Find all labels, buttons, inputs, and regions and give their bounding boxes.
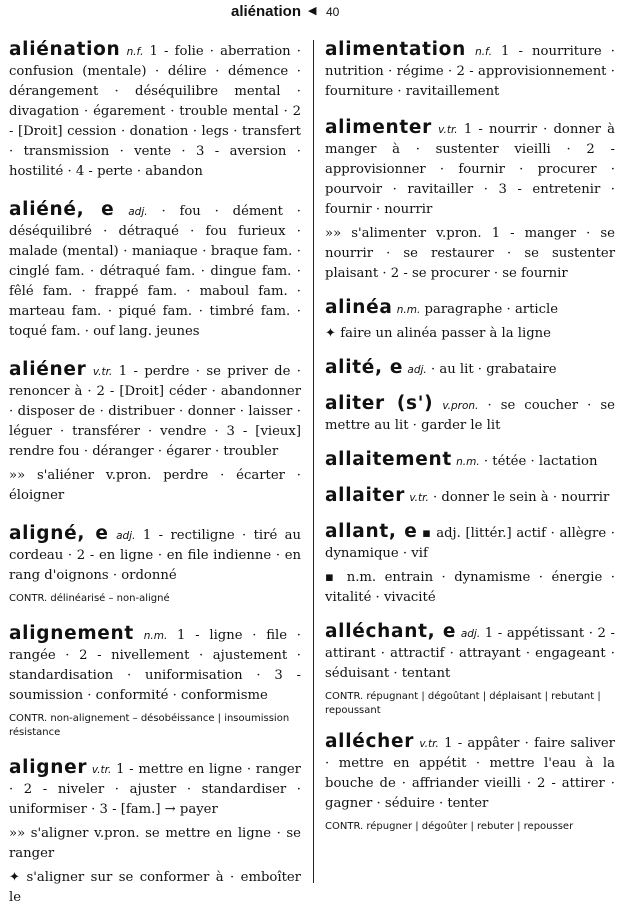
entry-subsense: »» s'aligner v.pron. se mettre en ligne · se ranger: [9, 826, 301, 861]
page-number: 40: [326, 5, 340, 19]
right-column: [325, 40, 615, 834]
dictionary-entry: [325, 298, 615, 344]
entry-definition: · donner le sein à · nourrir: [433, 490, 610, 505]
entry-headword: aliter (s'): [325, 393, 434, 414]
entry-definition: · fou · dément · déséquilibré · détraqué · fou furieux · malade (mental) · maniaque · braque fam. · cinglé fam. · détraqué fam. · dingue fam. · fêlé fam. · frappé fam. · maboul fam. · marteau fam. · piqué fam. · timbré fam. · toqué fam. · ouf lang. jeunes: [9, 204, 301, 339]
dictionary-entry: [9, 758, 301, 908]
grammar-label: adj.: [116, 530, 136, 542]
grammar-label: adj.: [407, 364, 427, 376]
entry-definition-line: [325, 450, 615, 472]
entry-headword: allaitement: [325, 449, 452, 470]
antonyms-note: CONTR. répugner | dégoûter | rebuter | repousser: [325, 821, 574, 832]
grammar-label: adj.: [128, 206, 148, 218]
entry-definition-line: [9, 624, 301, 706]
entry-subsense: ▪ n.m. entrain · dynamisme · énergie · vitalité · vivacité: [325, 570, 615, 605]
entry-headword: alinéa: [325, 297, 393, 318]
dictionary-entry: [325, 732, 615, 834]
entry-definition-line: [325, 732, 615, 814]
entry-definition-line: [325, 358, 615, 380]
grammar-label: n.m.: [396, 304, 421, 316]
entry-subsense: ✦ faire un alinéa passer à la ligne: [325, 326, 551, 341]
entry-definition: · au lit · grabataire: [430, 362, 557, 377]
entry-headword: aligner: [9, 757, 88, 778]
dictionary-entry: [325, 486, 615, 508]
entry-headword: alimenter: [325, 117, 432, 138]
antonyms-note: CONTR. non-alignement – désobéissance | insoumission résistance: [9, 713, 290, 738]
entry-definition-line: [325, 298, 615, 320]
entry-definition: · tétée · lactation: [483, 454, 598, 469]
grammar-label: v.tr.: [92, 366, 113, 378]
grammar-label: v.pron.: [442, 400, 479, 412]
grammar-label: n.f.: [126, 46, 144, 58]
entry-headword: allécher: [325, 731, 415, 752]
entry-definition: 1 - rectiligne · tiré au cordeau · 2 - en ligne · en file indienne · en rang d'oignons · ordonné: [9, 528, 301, 583]
entry-headword: allant, e: [325, 521, 418, 542]
entry-definition: 1 - ligne · file · rangée · 2 - nivellement · ajustement · standardisation · uniformisation · 3 - soumission · conformité · conformisme: [9, 628, 301, 703]
grammar-label: v.tr.: [419, 738, 439, 750]
column-divider: [313, 40, 314, 883]
entry-definition-line: [325, 486, 615, 508]
entry-definition: 1 - perdre · se priver de · renoncer à · 2 - [Droit] céder · abandonner · disposer de · distribuer · donner · laisser · léguer · transférer · vendre · 3 - [vieux] rendre fou · déranger · égarer · troubler: [9, 364, 301, 459]
entry-headword: alléchant, e: [325, 621, 457, 642]
dictionary-entry: [9, 40, 301, 182]
entry-definition-line: [325, 622, 615, 684]
entry-definition-line: [325, 40, 615, 102]
entry-headword: allaiter: [325, 485, 406, 506]
entry-headword: aliéner: [9, 359, 87, 380]
dictionary-entry: [325, 394, 615, 436]
entry-definition: paragraphe · article: [424, 302, 559, 317]
dictionary-entry: [9, 360, 301, 506]
entry-definition: 1 - nourrir · donner à manger à · sustenter vieilli · 2 - approvisionner · fournir · procurer · pourvoir · ravitailler · 3 - entretenir · fournir · nourrir: [325, 122, 615, 217]
grammar-label: n.f.: [475, 46, 492, 58]
entry-definition-line: [9, 40, 301, 182]
entry-definition-line: [9, 360, 301, 462]
entry-definition: · se coucher · se mettre au lit · garder le lit: [325, 398, 615, 433]
entry-definition: 1 - folie · aberration · confusion (mentale) · délire · démence · dérangement · déséquilibre mental · divagation · égarement · trouble mental · 2 - [Droit] cession · donation · legs · transfert · transmission · vente · 3 - aversion · hostilité · 4 - perte · abandon: [9, 44, 301, 179]
antonyms-note: CONTR. délinéarisé – non-aligné: [9, 593, 170, 604]
entry-definition-line: [325, 522, 615, 564]
entry-headword: alité, e: [325, 357, 404, 378]
entry-definition: 1 - nourriture · nutrition · régime · 2 - approvisionnement · fourniture · ravitaillement: [325, 44, 615, 99]
dictionary-entry: [325, 522, 615, 608]
entry-headword: aliéné, e: [9, 199, 115, 220]
dictionary-entry: [9, 524, 301, 606]
entry-definition: ▪ adj. [littér.] actif · allègre · dynamique · vif: [325, 526, 616, 561]
grammar-label: v.tr.: [438, 124, 458, 136]
entry-definition-line: [325, 394, 615, 436]
running-header: [0, 3, 627, 23]
dictionary-entry: [325, 622, 615, 718]
grammar-label: v.tr.: [91, 764, 112, 776]
entry-definition: 1 - appétissant · 2 - attirant · attractif · attrayant · engageant · séduisant · tentant: [325, 626, 615, 681]
entry-subsense: »» s'alimenter v.pron. 1 - manger · se nourrir · se restaurer · se sustenter plaisant · 2 - se procurer · se fournir: [325, 226, 615, 281]
entry-definition-line: [9, 200, 301, 342]
antonyms-note: CONTR. répugnant | dégoûtant | déplaisant | rebutant | repoussant: [325, 691, 601, 716]
entry-subsense: ✦ s'aligner sur se conformer à · emboîter le: [9, 870, 301, 905]
entry-headword: aliénation: [9, 39, 121, 60]
grammar-label: v.tr.: [409, 492, 429, 504]
entry-definition: 1 - mettre en ligne · ranger · 2 - niveler · ajuster · standardiser · uniformiser · 3 - [fam.] → payer: [9, 762, 301, 817]
grammar-label: n.m.: [456, 456, 480, 468]
entry-headword: aligné, e: [9, 523, 109, 544]
entry-definition-line: [9, 524, 301, 586]
entry-subsense: »» s'aliéner v.pron. perdre · écarter · éloigner: [9, 468, 301, 503]
entry-definition-line: [325, 118, 615, 220]
left-column: [9, 40, 301, 908]
page-marker-icon: ◀: [308, 4, 317, 17]
dictionary-entry: [9, 624, 301, 740]
entry-definition-line: [9, 758, 301, 820]
running-headword: aliénation: [231, 3, 302, 20]
grammar-label: adj.: [460, 628, 481, 640]
dictionary-entry: [325, 358, 615, 380]
entry-headword: alignement: [9, 623, 134, 644]
entry-definition: 1 - appâter · faire saliver · mettre en appétit · mettre l'eau à la bouche de · affriander vieilli · 2 - attirer · gagner · séduire · tenter: [325, 736, 615, 811]
dictionary-entry: [325, 118, 615, 284]
entry-headword: alimentation: [325, 39, 466, 60]
dictionary-entry: [325, 40, 615, 102]
dictionary-entry: [9, 200, 301, 342]
grammar-label: n.m.: [143, 630, 168, 642]
dictionary-entry: [325, 450, 615, 472]
